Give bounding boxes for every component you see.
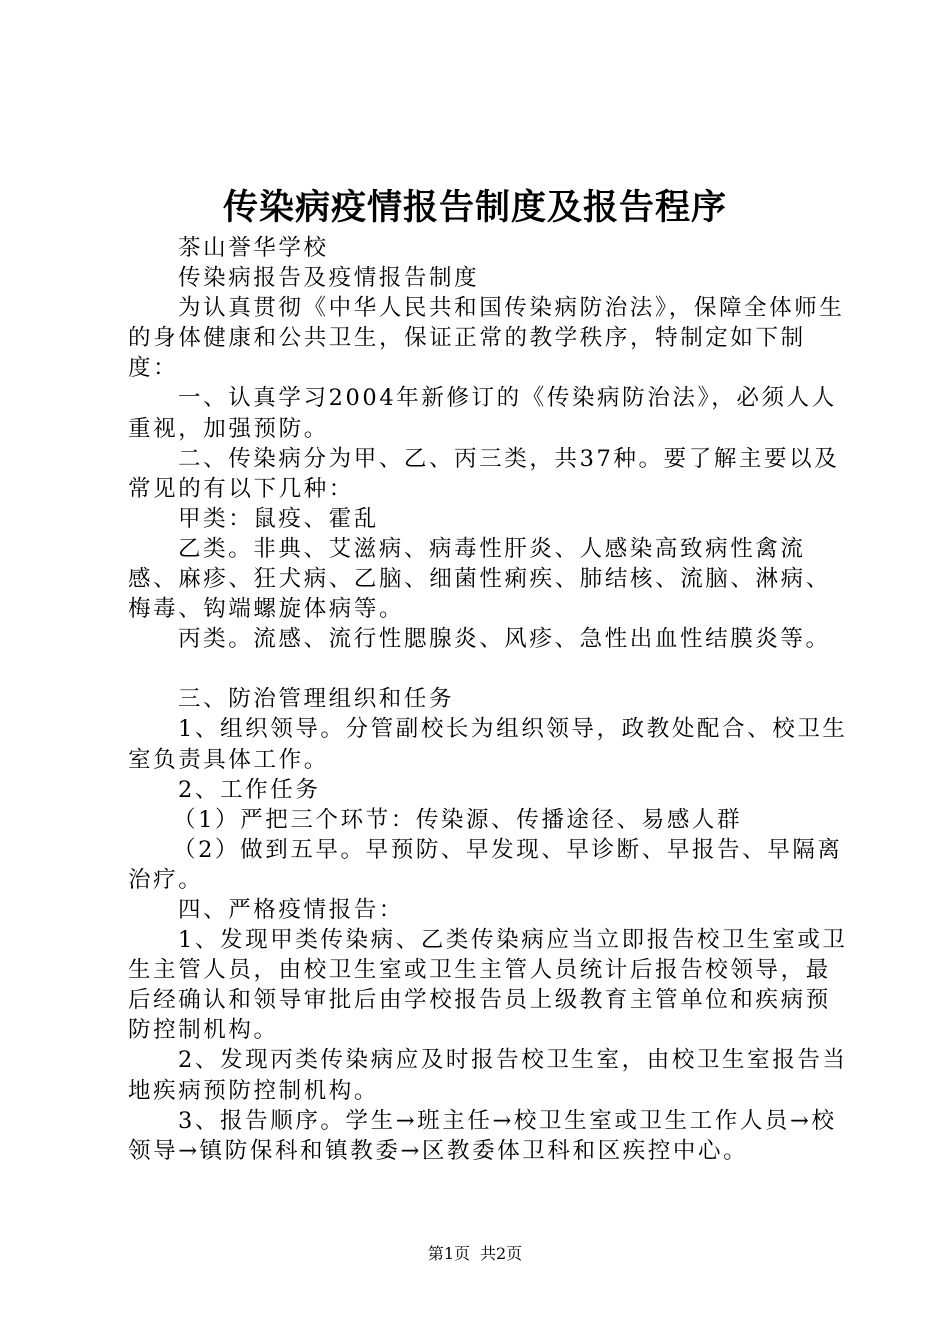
document-title: 传染病疫情报告制度及报告程序 xyxy=(222,187,727,228)
paragraph-report-1: 1、发现甲类传染病、乙类传染病应当立即报告校卫生室或卫生主管人员，由校卫生室或卫生主管人员统计后报告校领导，最后经确认和领导审批后由学校报告员上级教育主管单位和疾病预防控制机构。 xyxy=(128,927,848,1044)
school-name: 茶山誉华学校 xyxy=(178,235,329,261)
paragraph-class-b: 乙类。非典、艾滋病、病毒性肝炎、人感染高致病性禽流感、麻疹、狂犬病、乙脑、细菌性痢疾、肺结核、流脑、淋病、梅毒、钩端螺旋体病等。 xyxy=(128,535,831,623)
paragraph-section-3-heading: 三、防治管理组织和任务 xyxy=(178,686,455,713)
paragraph-tasks-heading: 2、工作任务 xyxy=(178,776,321,803)
page-footer xyxy=(0,1243,950,1265)
paragraph-report-3: 3、报告顺序。学生→班主任→校卫生室或卫生工作人员→校领导→镇防保科和镇教委→区教委体卫科和区疾控中心。 xyxy=(128,1107,837,1164)
paragraph-class-a: 甲类：鼠疫、霍乱 xyxy=(178,505,379,532)
paragraph-section-2: 二、传染病分为甲、乙、丙三类，共37种。要了解主要以及常见的有以下几种： xyxy=(128,445,840,502)
paragraph-report-2: 2、发现丙类传染病应及时报告校卫生室，由校卫生室报告当地疾病预防控制机构。 xyxy=(128,1047,848,1104)
page-total: 共2页 xyxy=(480,1244,523,1263)
blank-line xyxy=(128,654,852,684)
paragraph-task-2: （2）做到五早。早预防、早发现、早诊断、早报告、早隔离治疗。 xyxy=(128,836,843,893)
paragraph-section-4-heading: 四、严格疫情报告： xyxy=(178,896,404,923)
paragraph-class-c: 丙类。流感、流行性腮腺炎、风疹、急性出血性结膜炎等。 xyxy=(178,626,831,653)
paragraph-intro: 为认真贯彻《中华人民共和国传染病防治法》，保障全体师生的身体健康和公共卫生，保证正常的教学秩序，特制定如下制度： xyxy=(128,295,845,382)
paragraph-organization: 1、组织领导。分管副校长为组织领导，政教处配合、校卫生室负责具体工作。 xyxy=(128,716,848,773)
page-number: 第1页 xyxy=(427,1244,470,1263)
paragraph-task-1: （1）严把三个环节：传染源、传播途径、易感人群 xyxy=(173,806,743,833)
system-subtitle: 传染病报告及疫情报告制度 xyxy=(178,265,480,292)
paragraph-section-1: 一、认真学习2004年新修订的《传染病防治法》，必须人人重视，加强预防。 xyxy=(128,385,837,442)
document-body xyxy=(128,233,852,1166)
